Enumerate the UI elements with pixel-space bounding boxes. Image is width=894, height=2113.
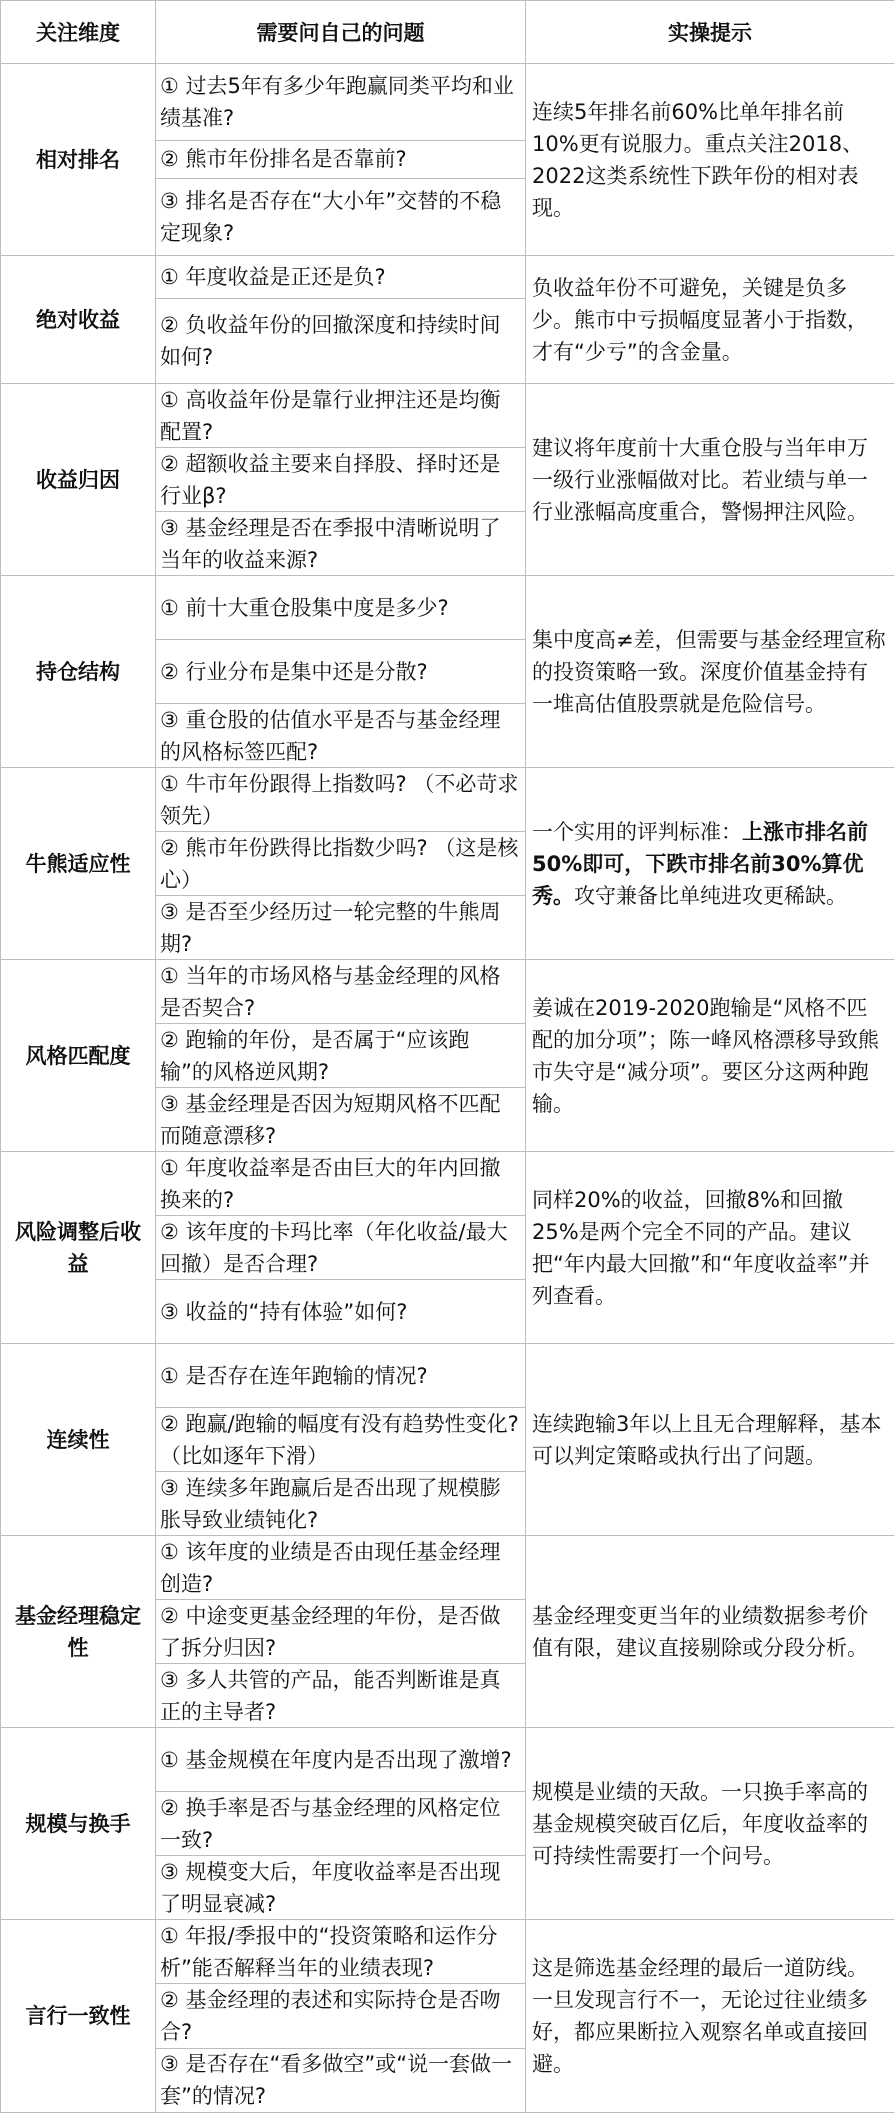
question-item: ② 负收益年份的回撤深度和持续时间如何? bbox=[160, 313, 501, 369]
table-row bbox=[1, 64, 894, 256]
question-item: ② 基金经理的表述和实际持仓是否吻合? bbox=[156, 1984, 525, 2048]
questions-cell bbox=[156, 1344, 526, 1536]
question-item: ③ 连续多年跑赢后是否出现了规模膨胀导致业绩钝化? bbox=[160, 1475, 501, 1532]
tip-cell: 连续5年排名前60%比单年排名前10%更有说服力。重点关注2018、2022这类系统性下跌年份的相对表现。 bbox=[526, 64, 894, 256]
tip-text: 攻守兼备比单纯进攻更稀缺。 bbox=[574, 883, 847, 908]
questions-cell bbox=[156, 64, 526, 256]
dimension-cell: 持仓结构 bbox=[1, 576, 156, 768]
question-item: ① 牛市年份跟得上指数吗? （不必苛求领先） bbox=[156, 768, 525, 832]
question-item: ② 该年度的卡玛比率（年化收益/最大回撤）是否合理? bbox=[156, 1216, 525, 1280]
question-item: ② 熊市年份跌得比指数少吗? （这是核心） bbox=[156, 832, 525, 896]
dimension-cell: 基金经理稳定性 bbox=[1, 1536, 156, 1728]
question-item: ① 基金规模在年度内是否出现了激增? bbox=[156, 1728, 525, 1792]
questions-cell bbox=[156, 1728, 526, 1920]
table-row bbox=[1, 1920, 894, 2113]
tip-cell: 基金经理变更当年的业绩数据参考价值有限，建议直接剔除或分段分析。 bbox=[526, 1536, 894, 1728]
question-item: ② 熊市年份排名是否靠前? bbox=[156, 141, 525, 180]
tip-cell: 建议将年度前十大重仓股与当年申万一级行业涨幅做对比。若业绩与单一行业涨幅高度重合，警惕押注风险。 bbox=[526, 384, 894, 576]
question-item: ③ 排名是否存在“大小年”交替的不稳定现象? bbox=[160, 189, 502, 246]
question-item: ① 该年度的业绩是否由现任基金经理创造? bbox=[156, 1536, 525, 1600]
tip-text: 一个实用的评判标准： bbox=[532, 819, 742, 844]
tip-emphasis: 上涨市排名前50%即可，下跌市排名前30%算优秀。 bbox=[532, 819, 868, 908]
questions-cell bbox=[156, 768, 526, 960]
question-item: ① 年度收益率是否由巨大的年内回撤换来的? bbox=[156, 1152, 525, 1216]
questions-cell bbox=[156, 1152, 526, 1344]
tip-cell: 负收益年份不可避免，关键是负多少。熊市中亏损幅度显著小于指数，才有“少亏”的含金量。 bbox=[526, 256, 894, 384]
table-row bbox=[1, 1152, 894, 1344]
dimension-cell: 收益归因 bbox=[1, 384, 156, 576]
tip-cell: 集中度高≠差，但需要与基金经理宣称的投资策略一致。深度价值基金持有一堆高估值股票就是危险信号。 bbox=[526, 576, 894, 768]
table-row bbox=[1, 384, 894, 576]
question-item: ② 超额收益主要来自择股、择时还是行业β? bbox=[156, 448, 525, 512]
question-item: ① 年度收益是正还是负? bbox=[156, 256, 525, 299]
header-questions: 需要问自己的问题 bbox=[156, 1, 526, 64]
dimension-cell: 言行一致性 bbox=[1, 1920, 156, 2113]
tip-cell: 规模是业绩的天敌。一只换手率高的基金规模突破百亿后，年度收益率的可持续性需要打一个问号。 bbox=[526, 1728, 894, 1920]
question-item: ③ 重仓股的估值水平是否与基金经理的风格标签匹配? bbox=[160, 707, 501, 764]
tip-cell: 同样20%的收益，回撤8%和回撤25%是两个完全不同的产品。建议把“年内最大回撤”和“年度收益率”并列查看。 bbox=[526, 1152, 894, 1344]
tip-cell: 连续跑输3年以上且无合理解释，基本可以判定策略或执行出了问题。 bbox=[526, 1344, 894, 1536]
table-row bbox=[1, 256, 894, 384]
questions-cell bbox=[156, 576, 526, 768]
dimension-cell: 牛熊适应性 bbox=[1, 768, 156, 960]
table-row bbox=[1, 1344, 894, 1536]
table-row bbox=[1, 576, 894, 768]
question-item: ② 行业分布是集中还是分散? bbox=[156, 640, 525, 704]
question-item: ① 高收益年份是靠行业押注还是均衡配置? bbox=[156, 384, 525, 448]
dimension-cell: 相对排名 bbox=[1, 64, 156, 256]
table-row bbox=[1, 768, 894, 960]
question-item: ② 跑赢/跑输的幅度有没有趋势性变化? （比如逐年下滑） bbox=[156, 1408, 525, 1472]
table-header-row bbox=[1, 1, 894, 64]
question-item: ① 当年的市场风格与基金经理的风格是否契合? bbox=[156, 960, 525, 1024]
questions-cell bbox=[156, 256, 526, 384]
question-item: ② 跑输的年份，是否属于“应该跑输”的风格逆风期? bbox=[156, 1024, 525, 1088]
tip-cell bbox=[526, 768, 894, 960]
question-item: ② 中途变更基金经理的年份，是否做了拆分归因? bbox=[156, 1600, 525, 1664]
question-item: ③ 是否至少经历过一轮完整的牛熊周期? bbox=[160, 899, 501, 956]
dimension-cell: 连续性 bbox=[1, 1344, 156, 1536]
question-item: ③ 基金经理是否因为短期风格不匹配而随意漂移? bbox=[160, 1091, 501, 1148]
dimension-cell: 风险调整后收益 bbox=[1, 1152, 156, 1344]
question-item: ② 换手率是否与基金经理的风格定位一致? bbox=[156, 1792, 525, 1856]
dimension-cell: 绝对收益 bbox=[1, 256, 156, 384]
table-row bbox=[1, 1536, 894, 1728]
questions-cell bbox=[156, 1920, 526, 2113]
questions-cell bbox=[156, 1536, 526, 1728]
table-row bbox=[1, 1728, 894, 1920]
question-item: ③ 多人共管的产品，能否判断谁是真正的主导者? bbox=[160, 1667, 501, 1724]
question-item: ① 前十大重仓股集中度是多少? bbox=[156, 576, 525, 640]
dimension-cell: 规模与换手 bbox=[1, 1728, 156, 1920]
dimension-cell: 风格匹配度 bbox=[1, 960, 156, 1152]
question-item: ③ 基金经理是否在季报中清晰说明了当年的收益来源? bbox=[160, 515, 501, 572]
header-dimension: 关注维度 bbox=[1, 1, 156, 64]
tip-cell: 姜诚在2019-2020跑输是“风格不匹配的加分项”；陈一峰风格漂移导致熊市失守是“减分项”。要区分这两种跑输。 bbox=[526, 960, 894, 1152]
question-item: ③ 规模变大后，年度收益率是否出现了明显衰减? bbox=[160, 1859, 501, 1916]
questions-cell bbox=[156, 960, 526, 1152]
question-item: ③ 收益的“持有体验”如何? bbox=[160, 1299, 408, 1324]
question-item: ① 过去5年有多少年跑赢同类平均和业绩基准? bbox=[156, 64, 525, 141]
question-item: ① 是否存在连年跑输的情况? bbox=[156, 1344, 525, 1408]
table-row bbox=[1, 960, 894, 1152]
header-tips: 实操提示 bbox=[526, 1, 894, 64]
question-item: ① 年报/季报中的“投资策略和运作分析”能否解释当年的业绩表现? bbox=[156, 1920, 525, 1984]
tip-cell: 这是筛选基金经理的最后一道防线。一旦发现言行不一，无论过往业绩多好，都应果断拉入观察名单或直接回避。 bbox=[526, 1920, 894, 2113]
questions-cell bbox=[156, 384, 526, 576]
question-item: ③ 是否存在“看多做空”或“说一套做一套”的情况? bbox=[160, 2052, 513, 2109]
